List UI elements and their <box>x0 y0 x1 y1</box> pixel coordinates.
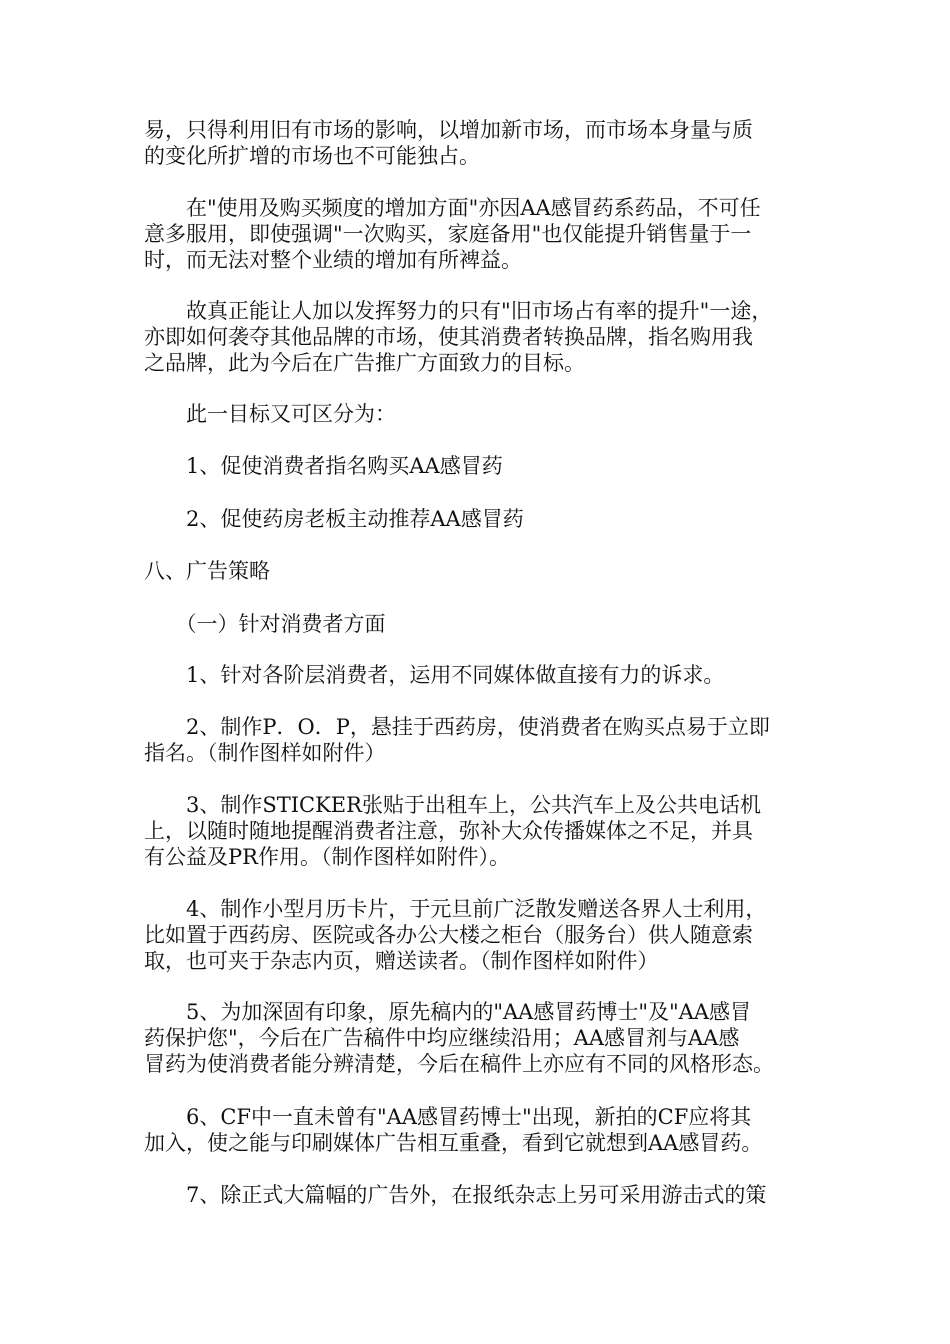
list-item <box>144 896 814 974</box>
subsection-heading <box>144 611 814 637</box>
text-line: 加入，使之能与印刷媒体广告相互重叠，看到它就想到AA感冒药。 <box>144 1131 763 1155</box>
list-item <box>144 662 814 688</box>
paragraph <box>144 401 814 427</box>
text-line: 2、制作P．O．P，悬挂于西药房，使消费者在购买点易于立即 <box>144 715 770 739</box>
text-line: 故真正能让人加以发挥努力的只有"旧市场占有率的提升"一途， <box>144 299 773 323</box>
text-line: 3、制作STICKER张贴于出租车上，公共汽车上及公共电话机 <box>144 793 761 817</box>
text-line: 6、CF中一直未曾有"AA感冒药博士"出现，新拍的CF应将其 <box>144 1105 752 1129</box>
text-line: 此一目标又可区分为： <box>144 402 396 426</box>
text-line: 2、促使药房老板主动推荐AA感冒药 <box>144 507 524 531</box>
text-line: 上，以随时随地提醒消费者注意，弥补大众传播媒体之不足，并具 <box>144 819 753 843</box>
text-line: 比如置于西药房、医院或各办公大楼之柜台（服务台）供人随意索 <box>144 923 753 947</box>
section-heading <box>144 558 814 584</box>
list-item <box>144 999 814 1077</box>
text-line: 冒药为使消费者能分辨清楚，今后在稿件上亦应有不同的风格形态。 <box>144 1052 774 1076</box>
list-item <box>144 1104 814 1156</box>
text-line: 的变化所扩增的市场也不可能独占。 <box>144 144 480 168</box>
paragraph <box>144 298 814 376</box>
text-line: 4、制作小型月历卡片，于元旦前广泛散发赠送各界人士利用， <box>144 897 767 921</box>
text-line: 取，也可夹于杂志内页，赠送读者。（制作图样如附件） <box>144 949 659 973</box>
text-line: 7、除正式大篇幅的广告外，在报纸杂志上另可采用游击式的策 <box>144 1183 767 1207</box>
text-line: 之品牌，此为今后在广告推广方面致力的目标。 <box>144 351 585 375</box>
text-line: （一）针对消费者方面 <box>144 612 386 636</box>
list-item <box>144 453 814 479</box>
text-line: 1、促使消费者指名购买AA感冒药 <box>144 454 503 478</box>
text-line: 亦即如何袭夺其他品牌的市场，使其消费者转换品牌，指名购用我 <box>144 325 753 349</box>
text-line: 1、针对各阶层消费者，运用不同媒体做直接有力的诉求。 <box>144 663 725 687</box>
text-line: 八、广告策略 <box>144 559 270 583</box>
text-line: 时，而无法对整个业绩的增加有所裨益。 <box>144 248 522 272</box>
list-item <box>144 506 814 532</box>
list-item <box>144 714 814 766</box>
text-line: 指名。（制作图样如附件） <box>144 741 386 765</box>
paragraph <box>144 195 814 273</box>
text-line: 药保护您"，今后在广告稿件中均应继续沿用；AA感冒剂与AA感 <box>144 1026 740 1050</box>
text-line: 在"使用及购买频度的增加方面"亦因AA感冒药系药品，不可任 <box>144 196 761 220</box>
paragraph <box>144 117 814 169</box>
text-line: 易，只得利用旧有市场的影响，以增加新市场，而市场本身量与质 <box>144 118 753 142</box>
text-line: 意多服用，即使强调"一次购买，家庭备用"也仅能提升销售量于一 <box>144 222 752 246</box>
text-line: 5、为加深固有印象，原先稿内的"AA感冒药博士"及"AA感冒 <box>144 1000 751 1024</box>
list-item <box>144 1182 814 1208</box>
text-line: 有公益及PR作用。（制作图样如附件）。 <box>144 845 510 869</box>
list-item <box>144 792 814 870</box>
